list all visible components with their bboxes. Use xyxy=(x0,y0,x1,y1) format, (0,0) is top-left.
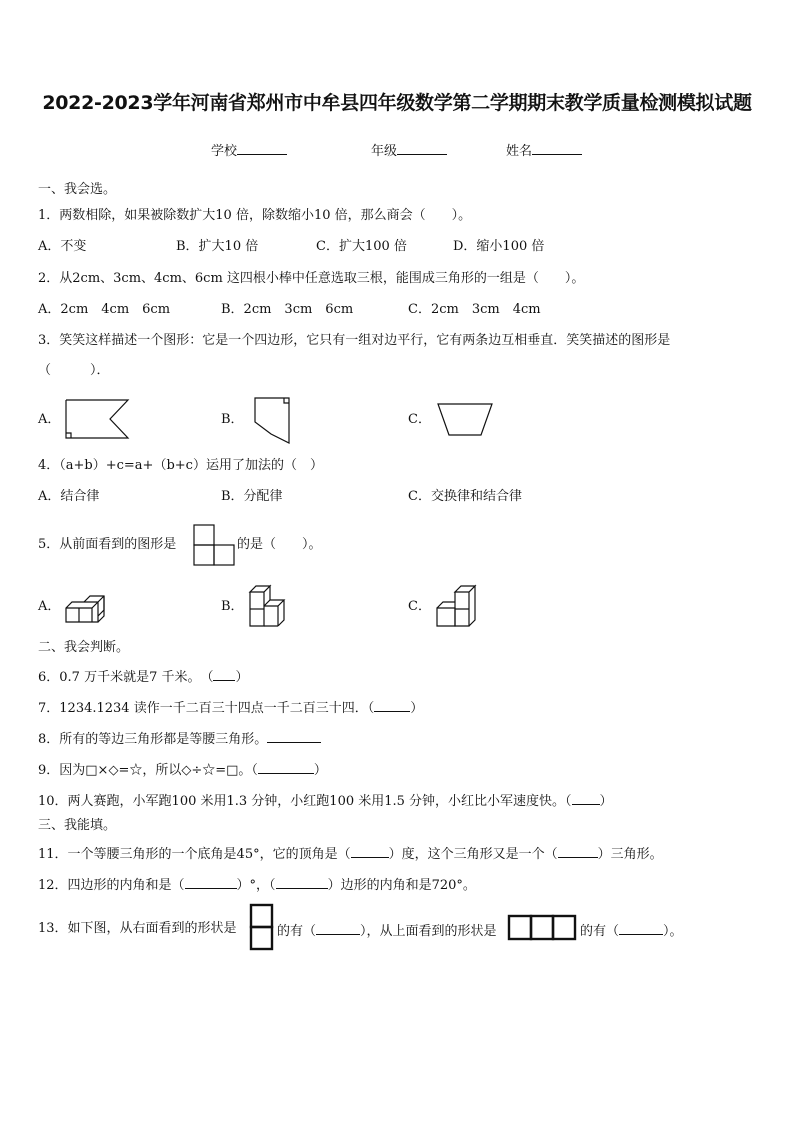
question-10 xyxy=(38,791,613,810)
question-13-part-d: 的有（ xyxy=(580,924,620,939)
question-10-stem: 10．两人赛跑，小军跑100 米用1.3 分钟，小红跑100 米用1.5 分钟，小红比小军速度快。（ xyxy=(38,794,572,809)
q11-answer-blank-2[interactable] xyxy=(558,844,598,858)
question-6-tail: ） xyxy=(235,670,249,685)
q3-option-b[interactable]: B． xyxy=(221,412,244,427)
q3-right-angle-b xyxy=(284,398,289,403)
question-7 xyxy=(38,698,423,717)
question-3-stem-blank: （ ）． xyxy=(38,363,110,378)
q5a-front-cubes xyxy=(66,596,104,622)
question-5-stem-a: 5．从前面看到的图形是 xyxy=(38,537,177,552)
question-13-part-a: 13．如下图，从右面看到的形状是 xyxy=(38,921,237,936)
q5-front-top-square xyxy=(194,525,214,545)
q5-figure-c xyxy=(435,584,481,630)
q13-right-view-top xyxy=(251,905,272,927)
q13-right-view-bottom xyxy=(251,927,272,949)
q13-right-view-figure xyxy=(249,903,275,953)
q5b-right-cube xyxy=(264,600,284,626)
question-13-part-e: ）。 xyxy=(663,924,683,939)
question-12-part-b: ）°，（ xyxy=(236,878,276,893)
q1-option-b[interactable]: B．扩大10 倍 xyxy=(176,239,259,254)
q5-option-a[interactable]: A． xyxy=(38,599,61,614)
question-9-tail: ） xyxy=(313,763,327,778)
q3-shape-c xyxy=(438,404,492,435)
section-heading-2: 二、我会判断。 xyxy=(38,640,130,655)
section-heading-3: 三、我能填。 xyxy=(38,818,117,833)
question-7-stem: 7．1234.1234 读作一千二百三十四点一千二百三十四．（ xyxy=(38,701,375,716)
q5-figure-b xyxy=(248,584,294,630)
question-1-stem: 1．两数相除，如果被除数扩大10 倍，除数缩小10 倍，那么商会（ ）。 xyxy=(38,208,472,223)
question-6 xyxy=(38,667,249,686)
question-11-part-a: 11．一个等腰三角形的一个底角是45°，它的顶角是（ xyxy=(38,847,351,862)
q5-figure-a xyxy=(64,592,110,624)
q3-option-c[interactable]: C． xyxy=(408,412,431,427)
question-10-tail: ） xyxy=(599,794,613,809)
q2-option-b[interactable]: B．2cm 3cm 6cm xyxy=(221,302,354,317)
q13-top-view-cell-3 xyxy=(553,916,575,939)
q13-answer-blank-2[interactable] xyxy=(619,921,663,935)
q8-answer-blank[interactable] xyxy=(267,729,321,743)
q12-answer-blank-2[interactable] xyxy=(276,875,328,889)
q9-answer-blank[interactable] xyxy=(258,760,314,774)
q5-option-b[interactable]: B． xyxy=(221,599,244,614)
q2-option-a[interactable]: A．2cm 4cm 6cm xyxy=(38,302,171,317)
q4-option-a[interactable]: A．结合律 xyxy=(38,489,100,504)
school-label: 学校 xyxy=(211,144,238,159)
q13-top-view-cell-1 xyxy=(509,916,531,939)
q5-option-c[interactable]: C． xyxy=(408,599,431,614)
q3-option-a[interactable]: A． xyxy=(38,412,61,427)
page-title: 2022-2023学年河南省郑州市中牟县四年级数学第二学期期末教学质量检测模拟试题 xyxy=(42,92,752,114)
question-3-stem: 3．笑笑这样描述一个图形：它是一个四边形，它只有一组对边平行，它有两条边互相垂直．笑笑描述的图形是 xyxy=(38,333,671,348)
q5c-right-stack xyxy=(455,586,475,626)
question-12-part-a: 12．四边形的内角和是（ xyxy=(38,878,185,893)
q13-answer-blank-1[interactable] xyxy=(316,921,360,935)
question-12 xyxy=(38,875,476,894)
q11-answer-blank-1[interactable] xyxy=(351,844,389,858)
question-9 xyxy=(38,760,327,779)
name-label: 姓名 xyxy=(506,144,533,159)
q3-right-angle-a xyxy=(66,433,71,438)
q5-front-bottom-right-square xyxy=(214,545,234,565)
q4-option-c[interactable]: C．交换律和结合律 xyxy=(408,489,522,504)
q6-answer-blank[interactable] xyxy=(213,667,235,681)
question-11-part-b: ）度，这个三角形又是一个（ xyxy=(388,847,558,862)
question-8 xyxy=(38,729,321,748)
q3-figure-a xyxy=(64,398,130,442)
question-6-stem: 6．0.7 万千米就是7 千米。 （ xyxy=(38,670,214,685)
question-5-stem-b: 的是（ ）。 xyxy=(237,537,322,552)
q3-figure-c xyxy=(436,402,494,438)
q3-shape-b xyxy=(255,398,289,443)
q4-option-b[interactable]: B．分配律 xyxy=(221,489,283,504)
q13-top-view-cell-2 xyxy=(531,916,553,939)
q1-option-c[interactable]: C．扩大100 倍 xyxy=(316,239,407,254)
q2-option-c[interactable]: C．2cm 3cm 4cm xyxy=(408,302,541,317)
section-heading-1: 一、我会选。 xyxy=(38,182,117,197)
question-7-tail: ） xyxy=(410,701,424,716)
question-8-stem: 8．所有的等边三角形都是等腰三角形。 xyxy=(38,732,268,747)
question-11-part-c: ）三角形。 xyxy=(597,847,663,862)
q1-option-a[interactable]: A．不变 xyxy=(38,239,87,254)
question-11 xyxy=(38,844,663,863)
question-2-stem: 2．从2cm、3cm、4cm、6cm 这四根小棒中任意选取三根，能围成三角形的一组是（ ）。 xyxy=(38,271,585,286)
name-field[interactable] xyxy=(506,141,582,160)
q5c-left-cube xyxy=(437,602,455,626)
q5-front-bottom-left-square xyxy=(194,545,214,565)
question-13-part-c: ），从上面看到的形状是 xyxy=(360,924,497,939)
q10-answer-blank[interactable] xyxy=(572,791,600,805)
q3-shape-a xyxy=(66,400,128,438)
grade-field[interactable] xyxy=(371,141,447,160)
question-13-end xyxy=(580,921,683,940)
question-9-stem: 9．因为□×◇=☆，所以◇÷☆=□。（ xyxy=(38,763,258,778)
q7-answer-blank[interactable] xyxy=(374,698,410,712)
q12-answer-blank-1[interactable] xyxy=(185,875,237,889)
school-field[interactable] xyxy=(211,141,287,160)
q5-front-view-figure xyxy=(193,524,235,566)
grade-label: 年级 xyxy=(371,144,398,159)
q3-figure-b xyxy=(253,396,293,446)
question-13-part-b: 的有（ xyxy=(277,924,317,939)
question-4-stem: 4．（a+b）+c=a+（b+c）运用了加法的（ ） xyxy=(38,458,323,473)
question-12-part-c: ）边形的内角和是720°。 xyxy=(327,878,476,893)
q1-option-d[interactable]: D．缩小100 倍 xyxy=(453,239,545,254)
question-13-mid xyxy=(277,921,497,940)
q13-top-view-figure xyxy=(507,914,579,942)
